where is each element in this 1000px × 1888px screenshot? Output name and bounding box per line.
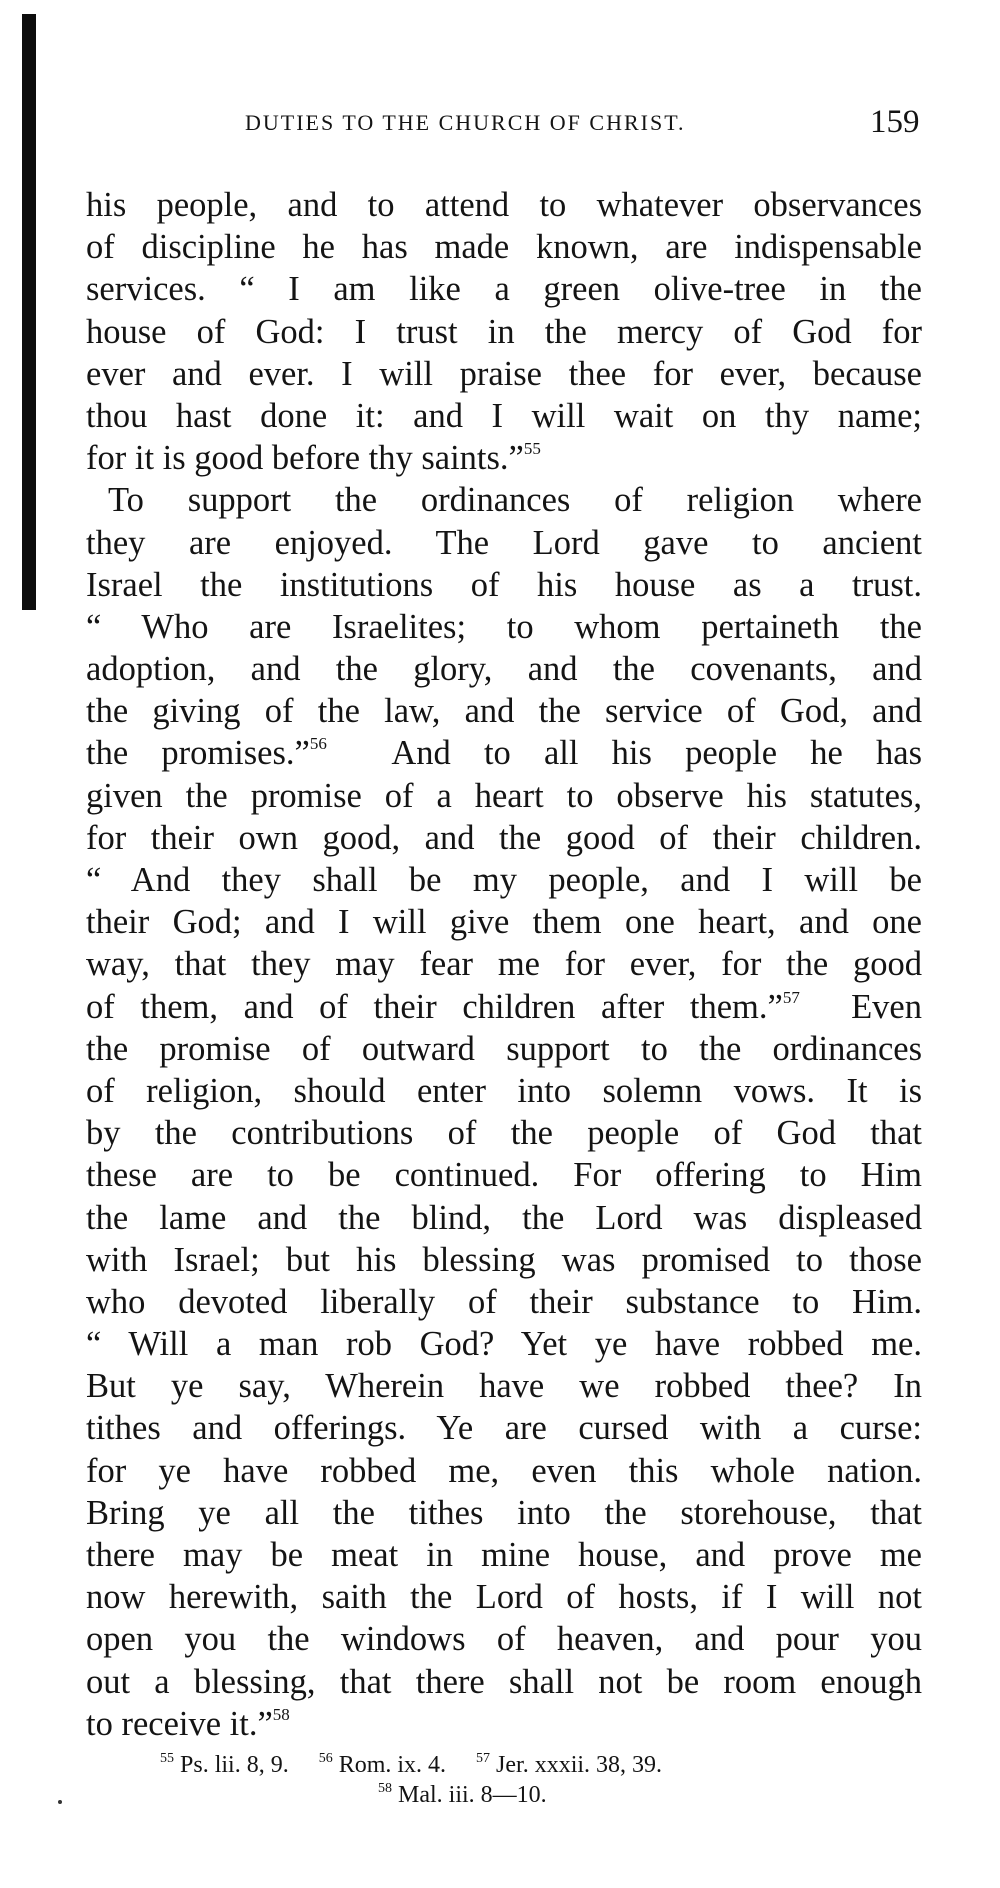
text-line bbox=[86, 479, 922, 521]
footnote-text: Ps. lii. 8, 9. bbox=[180, 1752, 289, 1778]
line-text: out a blessing, that there shall not be room enough bbox=[86, 1662, 922, 1701]
line-text: their God; and I will give them one heart, and one bbox=[86, 903, 922, 942]
line-text: they are enjoyed. The Lord gave to ancient bbox=[86, 523, 922, 562]
line-text: “ Who are Israelites; to whom pertaineth the bbox=[86, 607, 922, 646]
text-line bbox=[86, 268, 922, 310]
text-line bbox=[86, 1239, 922, 1281]
text-line bbox=[86, 395, 922, 437]
line-text: services. “ I am like a green olive-tree in the bbox=[86, 270, 922, 309]
line-text: with Israel; but his blessing was promised to those bbox=[86, 1240, 922, 1279]
text-line bbox=[86, 943, 922, 985]
text-line bbox=[86, 522, 922, 564]
footnote-reference: 57 bbox=[782, 987, 800, 1007]
footnote-text: Mal. iii. 8—10. bbox=[398, 1782, 547, 1808]
text-line bbox=[86, 311, 922, 353]
line-text: there may be meat in mine house, and prove me bbox=[86, 1536, 922, 1574]
text-line bbox=[86, 901, 922, 943]
footnote-line-1 bbox=[160, 1750, 662, 1780]
text-line bbox=[86, 1534, 922, 1576]
text-line bbox=[86, 1281, 922, 1323]
line-text: his people, and to attend to whatever observances bbox=[86, 186, 922, 224]
text-line bbox=[86, 1070, 922, 1112]
running-header bbox=[0, 104, 1000, 144]
body-text bbox=[86, 184, 922, 1745]
line-text: open you the windows of heaven, and pour you bbox=[86, 1620, 922, 1659]
line-text: To support the ordinances of religion where bbox=[108, 481, 922, 520]
line-text: for ye have robbed me, even this whole nation. bbox=[86, 1451, 922, 1490]
text-line bbox=[86, 732, 922, 774]
text-line bbox=[86, 859, 922, 901]
line-text: of religion, should enter into solemn vows. It is bbox=[86, 1071, 922, 1110]
line-text: given the promise of a heart to observe his statutes, bbox=[86, 776, 922, 815]
line-text: of discipline he has made known, are indispensable bbox=[86, 228, 922, 267]
line-text: the lame and the blind, the Lord was displeased bbox=[86, 1198, 922, 1237]
line-text: But ye say, Wherein have we robbed thee? In bbox=[86, 1367, 922, 1406]
footnote-55 bbox=[160, 1752, 289, 1778]
footnote-56 bbox=[319, 1752, 446, 1778]
line-text: now herewith, saith the Lord of hosts, if I will not bbox=[86, 1578, 922, 1617]
footnote-reference: 58 bbox=[272, 1704, 290, 1724]
text-line bbox=[86, 690, 922, 732]
text-line bbox=[86, 1112, 922, 1154]
line-text: thou hast done it: and I will wait on thy name; bbox=[86, 396, 922, 435]
line-text: house of God: I trust in the mercy of God for bbox=[86, 312, 922, 351]
line-text: these are to be continued. For offering to Him bbox=[86, 1156, 922, 1195]
line-text: Israel the institutions of his house as a trust. bbox=[86, 565, 922, 604]
text-line bbox=[86, 353, 922, 395]
text-line bbox=[86, 817, 922, 859]
text-line bbox=[86, 775, 922, 817]
line-text: adoption, and the glory, and the covenants, and bbox=[86, 650, 922, 689]
footnote-57 bbox=[476, 1752, 662, 1778]
line-text: to receive it.” bbox=[86, 1704, 273, 1743]
line-text: by the contributions of the people of God that bbox=[86, 1114, 922, 1153]
line-text: the promises.” bbox=[86, 734, 310, 773]
line-text-continued: And to all his people he has bbox=[326, 734, 922, 773]
line-text-continued: Even bbox=[799, 987, 922, 1026]
footnote-reference: 56 bbox=[309, 734, 327, 754]
text-line bbox=[86, 1492, 922, 1534]
text-line bbox=[86, 1365, 922, 1407]
text-line bbox=[86, 226, 922, 268]
text-line bbox=[86, 437, 922, 479]
line-text: ever and ever. I will praise thee for ever, because bbox=[86, 354, 922, 393]
footnote-text: Rom. ix. 4. bbox=[338, 1752, 447, 1778]
text-line bbox=[86, 1407, 922, 1449]
text-line bbox=[86, 1450, 922, 1492]
text-line bbox=[86, 184, 922, 226]
text-line bbox=[86, 1576, 922, 1618]
line-text: for their own good, and the good of their children. bbox=[86, 818, 922, 857]
text-line bbox=[86, 1154, 922, 1196]
text-line bbox=[86, 1197, 922, 1239]
page-number: 159 bbox=[870, 104, 920, 140]
footnote-mark: 56 bbox=[318, 1751, 333, 1766]
footnote-mark: 57 bbox=[476, 1751, 491, 1766]
line-text: Bring ye all the tithes into the storehouse, that bbox=[86, 1493, 922, 1532]
footnote-mark: 55 bbox=[160, 1751, 174, 1766]
line-text: tithes and offerings. Ye are cursed with a curse: bbox=[86, 1409, 922, 1448]
text-line bbox=[86, 606, 922, 648]
line-text: of them, and of their children after them.” bbox=[86, 987, 783, 1026]
text-line bbox=[86, 1703, 922, 1745]
line-text: “ And they shall be my people, and I will be bbox=[86, 861, 922, 899]
footnote-mark: 58 bbox=[378, 1781, 392, 1796]
line-text: who devoted liberally of their substance to Him. bbox=[86, 1282, 922, 1321]
text-line bbox=[86, 1028, 922, 1070]
text-line bbox=[86, 648, 922, 690]
footnote-text: Jer. xxxii. 38, 39. bbox=[496, 1752, 663, 1778]
text-line bbox=[86, 1661, 922, 1703]
footnote-58 bbox=[378, 1782, 547, 1808]
line-text: “ Will a man rob God? Yet ye have robbed me. bbox=[86, 1325, 922, 1364]
text-line bbox=[86, 1323, 922, 1365]
line-text: the giving of the law, and the service of God, and bbox=[86, 692, 922, 731]
line-text: the promise of outward support to the ordinances bbox=[86, 1029, 922, 1068]
running-head-title: DUTIES TO THE CHURCH OF CHRIST. bbox=[245, 110, 686, 135]
text-line bbox=[86, 1618, 922, 1660]
footnote-line-2 bbox=[378, 1780, 547, 1810]
line-text: for it is good before thy saints.” bbox=[86, 439, 524, 478]
stray-ink-dot bbox=[58, 1800, 62, 1804]
text-line bbox=[86, 986, 922, 1028]
line-text: way, that they may fear me for ever, for the good bbox=[86, 945, 922, 984]
footnote-reference: 55 bbox=[523, 439, 541, 459]
text-line bbox=[86, 564, 922, 606]
